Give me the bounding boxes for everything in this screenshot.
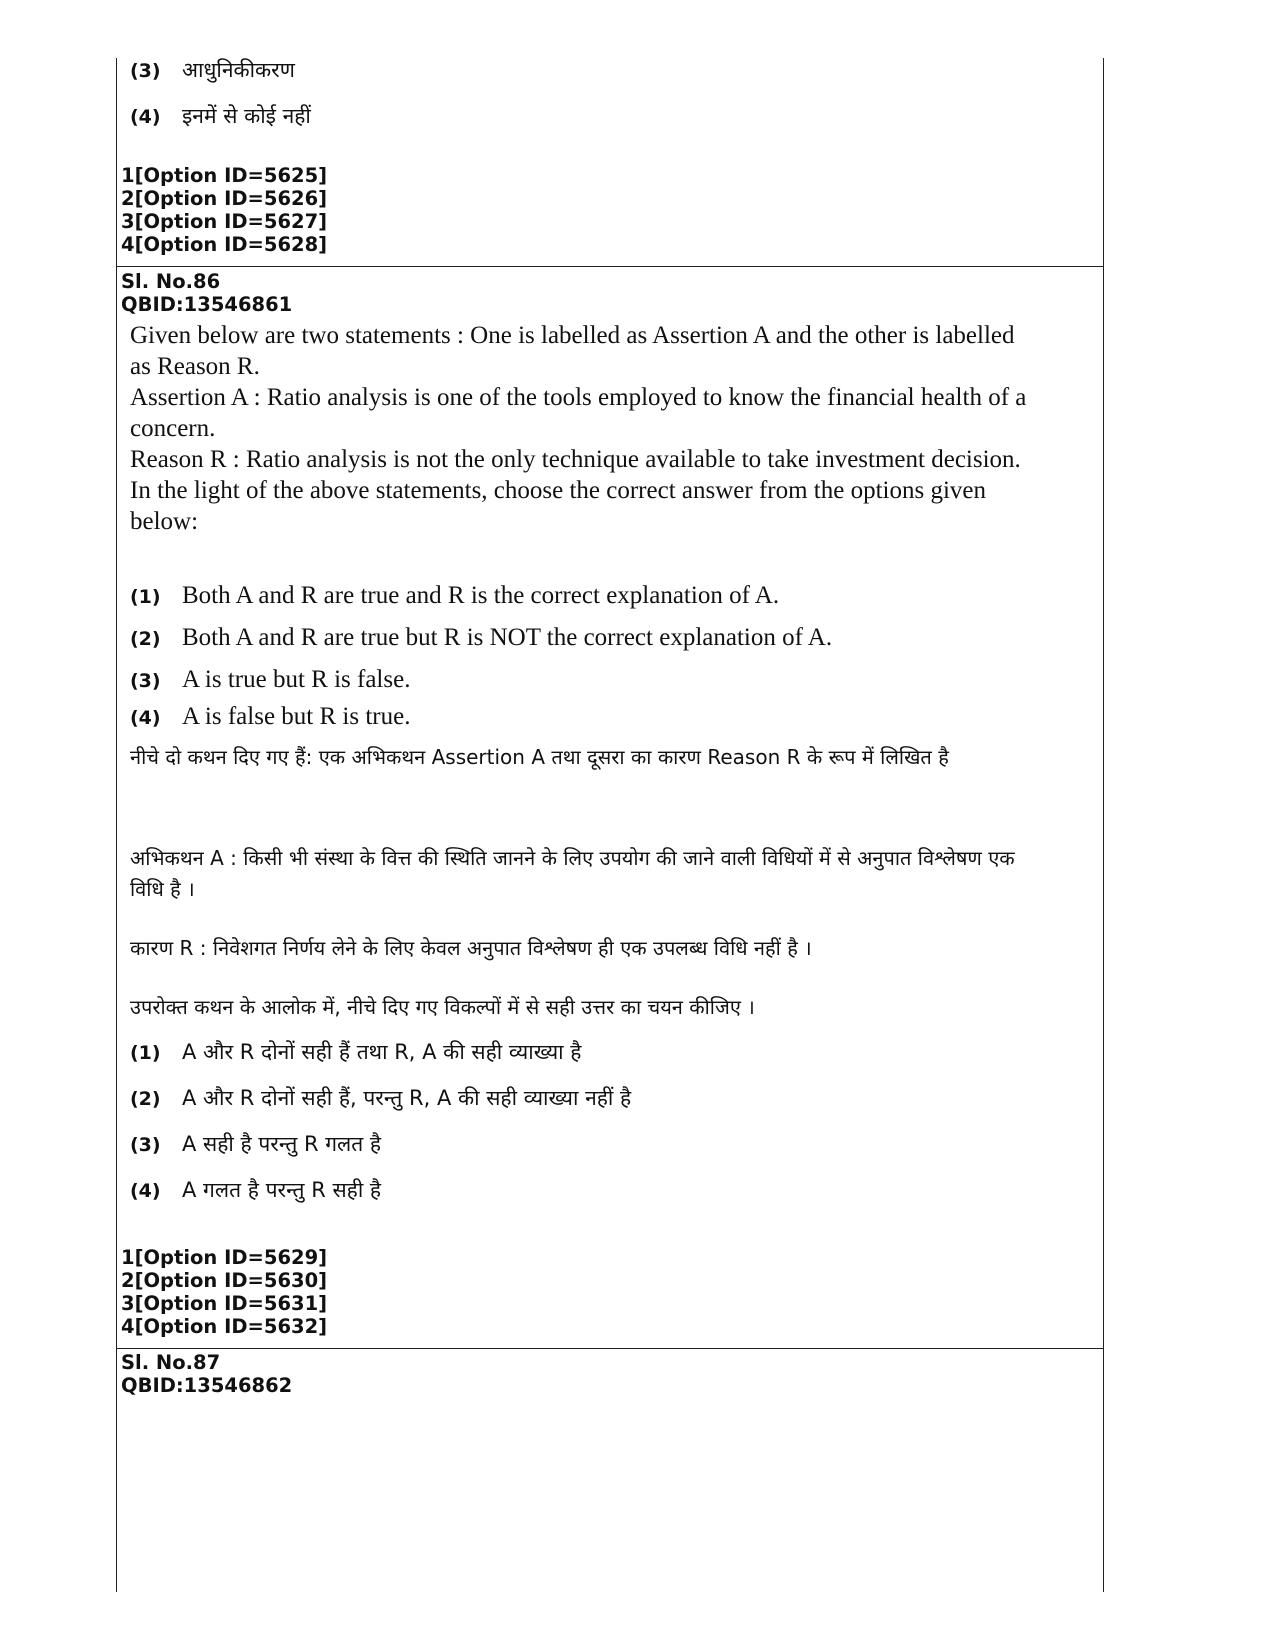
question-instruction: In the light of the above statements, choose the correct answer from the options given below: [130, 477, 986, 535]
option-number: (3) [130, 670, 161, 692]
option-text: A सही है परन्तु R गलत है [182, 1132, 382, 1156]
divider-q85-q86 [116, 266, 1104, 267]
option-id-line: 4[Option ID=5628] [121, 233, 328, 256]
q86-hindi-option-1 [130, 1038, 581, 1066]
option-number: (4) [130, 106, 161, 128]
option-id-line: 2[Option ID=5630] [121, 1269, 328, 1292]
q86-hindi-option-2 [130, 1084, 631, 1112]
serial-number: Sl. No.86 [121, 270, 221, 293]
option-text: Both A and R are true and R is the correct explanation of A. [182, 582, 780, 609]
q86-hindi-reason: कारण R : निवेशगत निर्णय लेने के लिए केवल अनुपात विश्लेषण ही एक उपलब्ध विधि नहीं है । [130, 936, 812, 960]
q86-hindi-intro: नीचे दो कथन दिए गए हैं: एक अभिकथन Assertion A तथा दूसरा का कारण Reason R के रूप में लिखित है [130, 745, 949, 769]
option-number: (4) [130, 707, 161, 729]
option-text: आधुनिकीकरण [182, 58, 295, 82]
option-text: इनमें से कोई नहीं [182, 104, 311, 128]
question-reason: Reason R : Ratio analysis is not the only technique available to take investment decision. [130, 446, 1021, 473]
q86-english-question [130, 320, 1035, 537]
option-number: (2) [130, 1088, 161, 1110]
q86-hindi-option-3 [130, 1130, 381, 1158]
option-number: (3) [130, 1134, 161, 1156]
q86-english-option-3 [130, 666, 410, 694]
option-id-line: 1[Option ID=5625] [121, 164, 328, 187]
prev-option-4 [130, 102, 311, 130]
option-text: Both A and R are true but R is NOT the correct explanation of A. [182, 624, 833, 651]
q86-hindi-assertion: अभिकथन A : किसी भी संस्था के वित्त की स्थिति जानने के लिए उपयोग की जाने वाली विधियों में से अनुपात विश्लेषण एक विधि है । [130, 846, 1015, 901]
question-intro: Given below are two statements : One is labelled as Assertion A and the other is labelled as Reason R. [130, 322, 1015, 380]
option-text: A और R दोनों सही हैं तथा R, A की सही व्याख्या है [182, 1040, 582, 1064]
option-id-line: 3[Option ID=5627] [121, 210, 328, 233]
option-number: (1) [130, 1042, 161, 1064]
option-id-line: 4[Option ID=5632] [121, 1315, 328, 1338]
question-assertion: Assertion A : Ratio analysis is one of the tools employed to know the financial health of a concern. [130, 384, 1027, 442]
prev-option-ids [121, 164, 327, 256]
q86-english-option-1 [130, 582, 779, 610]
q86-option-ids [121, 1246, 327, 1338]
option-id-line: 1[Option ID=5629] [121, 1246, 328, 1269]
q86-hindi-option-4 [130, 1176, 381, 1204]
option-id-line: 3[Option ID=5631] [121, 1292, 328, 1315]
option-number: (4) [130, 1180, 161, 1202]
q86-hindi-instruction: उपरोक्त कथन के आलोक में, नीचे दिए गए विकल्पों में से सही उत्तर का चयन कीजिए । [130, 995, 755, 1019]
option-number: (3) [130, 60, 161, 82]
q86-english-option-2 [130, 624, 832, 652]
option-number: (2) [130, 628, 161, 650]
q86-header [121, 270, 292, 316]
option-text: A गलत है परन्तु R सही है [182, 1178, 382, 1202]
divider-q86-q87 [116, 1348, 1104, 1349]
q86-english-option-4 [130, 703, 410, 731]
prev-option-3 [130, 56, 295, 84]
qbid: QBID:13546861 [121, 293, 293, 316]
serial-number: Sl. No.87 [121, 1351, 221, 1374]
option-text: A और R दोनों सही हैं, परन्तु R, A की सही व्याख्या नहीं है [182, 1086, 632, 1110]
q87-header [121, 1351, 292, 1397]
option-text: A is false but R is true. [182, 703, 411, 730]
option-text: A is true but R is false. [182, 666, 411, 693]
option-id-line: 2[Option ID=5626] [121, 187, 328, 210]
qbid: QBID:13546862 [121, 1374, 293, 1397]
option-number: (1) [130, 586, 161, 608]
